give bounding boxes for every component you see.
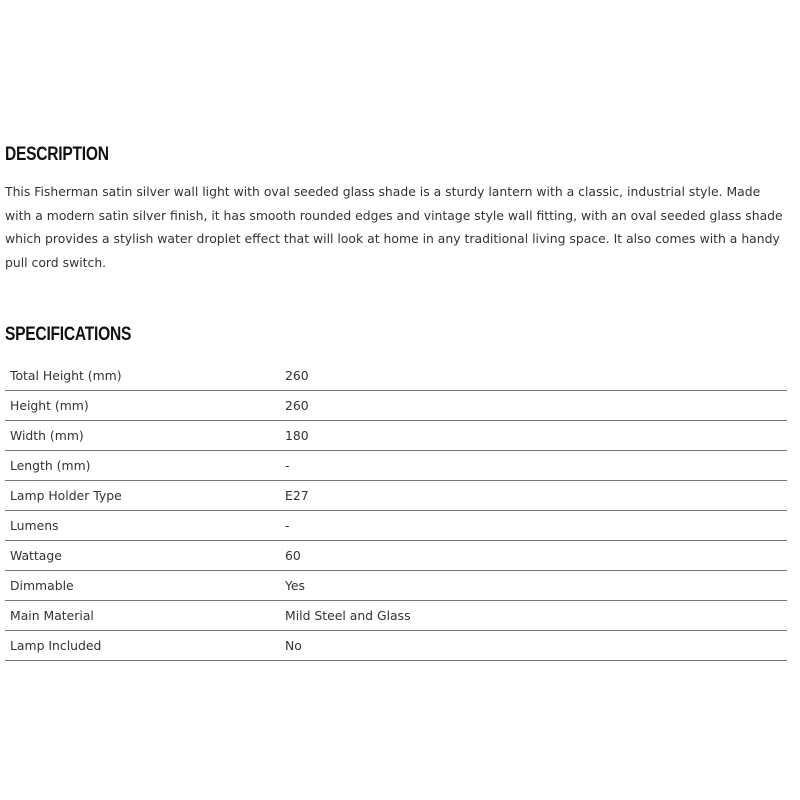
spec-row-lumens <box>5 511 787 541</box>
spec-value: Yes <box>280 571 787 601</box>
spec-value: 260 <box>280 361 787 391</box>
spec-row-lamp-included <box>5 631 787 661</box>
spec-label: Length (mm) <box>5 451 280 481</box>
description-heading: DESCRIPTION <box>5 144 109 165</box>
spec-label: Height (mm) <box>5 391 280 421</box>
spec-value: 260 <box>280 391 787 421</box>
spec-value: No <box>280 631 787 661</box>
spec-label: Lumens <box>5 511 280 541</box>
spec-label: Lamp Included <box>5 631 280 661</box>
spec-row-wattage <box>5 541 787 571</box>
spec-label: Total Height (mm) <box>5 361 280 391</box>
spec-label: Lamp Holder Type <box>5 481 280 511</box>
spec-row-dimmable <box>5 571 787 601</box>
spec-value: - <box>280 451 787 481</box>
specifications-heading: SPECIFICATIONS <box>5 324 132 345</box>
specifications-table <box>5 361 787 661</box>
spec-value: - <box>280 511 787 541</box>
spec-label: Width (mm) <box>5 421 280 451</box>
spec-row-total-height <box>5 361 787 391</box>
spec-row-width <box>5 421 787 451</box>
spec-row-lamp-holder-type <box>5 481 787 511</box>
spec-row-length <box>5 451 787 481</box>
spec-value: 180 <box>280 421 787 451</box>
spec-label: Wattage <box>5 541 280 571</box>
spec-row-main-material <box>5 601 787 631</box>
spec-value: Mild Steel and Glass <box>280 601 787 631</box>
spec-label: Main Material <box>5 601 280 631</box>
spec-row-height <box>5 391 787 421</box>
description-text: This Fisherman satin silver wall light with oval seeded glass shade is a sturdy lantern with a classic, industrial style. Made with a modern satin silver finish, it has smooth rounded edges and vintage style wall fitting, with an oval seeded glass shade which provides a stylish water droplet effect that will look at home in any traditional living space. It also comes with a handy pull cord switch. <box>5 184 783 270</box>
spec-value: 60 <box>280 541 787 571</box>
spec-value: E27 <box>280 481 787 511</box>
spec-label: Dimmable <box>5 571 280 601</box>
